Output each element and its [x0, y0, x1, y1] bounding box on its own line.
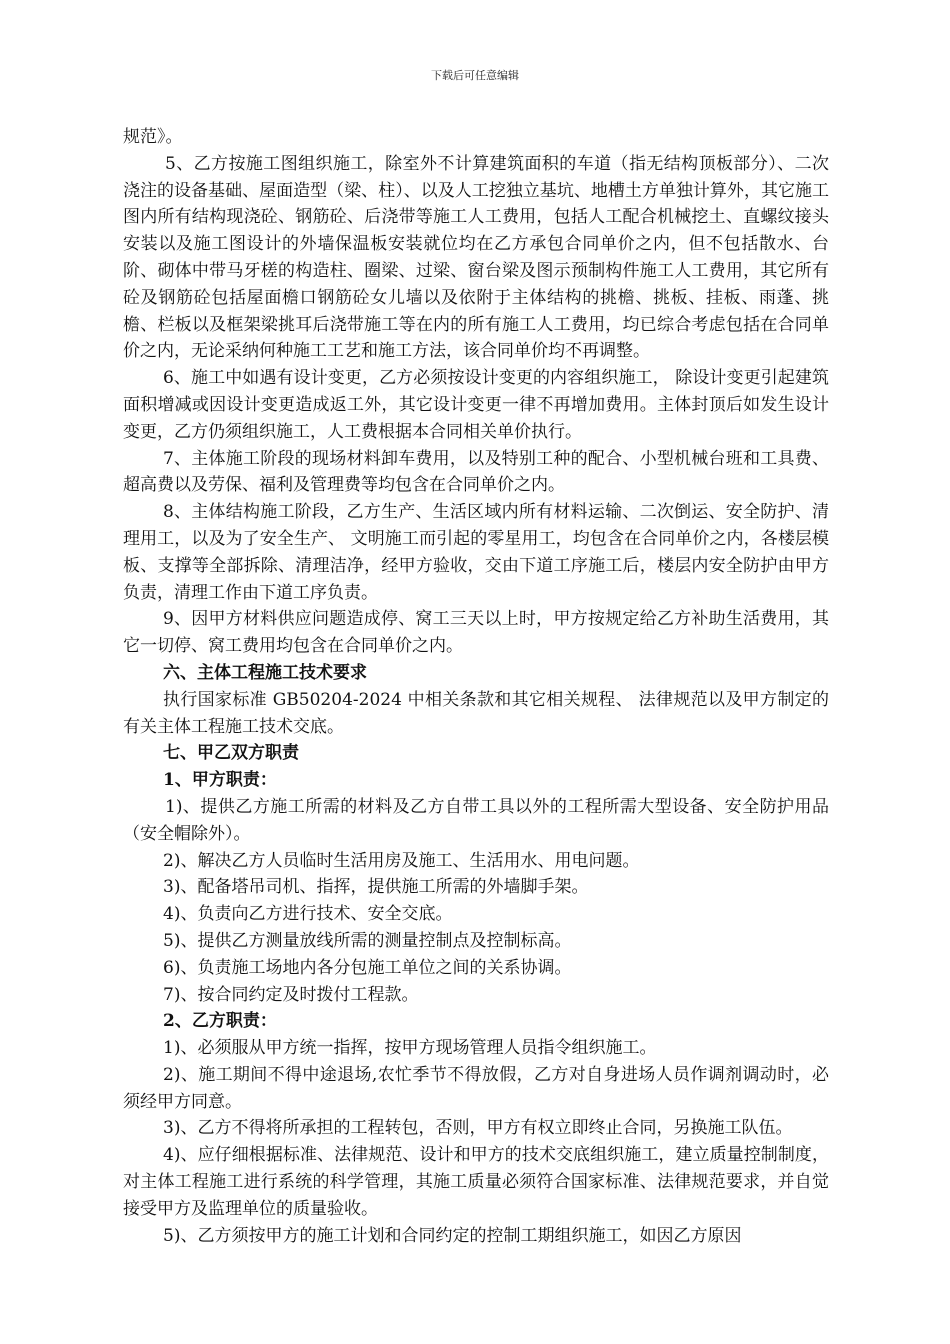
subsection-heading: 2、乙方职责：	[163, 1011, 277, 1032]
list-item: 5)、乙方须按甲方的施工计划和合同约定的控制工期组织施工，如因乙方原因	[163, 1225, 742, 1246]
list-item: 5)、提供乙方测量放线所需的测量控制点及控制标高。	[163, 930, 572, 951]
list-item: 6)、负责施工场地内各分包施工单位之间的关系协调。	[163, 957, 572, 978]
page-header: 下载后可任意编辑	[431, 69, 519, 82]
subsection-heading: 1、甲方职责：	[163, 770, 277, 791]
section-heading: 七、甲乙双方职责	[163, 743, 299, 764]
list-item: 2)、施工期间不得中途退场,农忙季节不得放假，乙方对自身进场人员作调剂调动时，必须经甲方同意。	[123, 1064, 829, 1112]
document-body	[123, 124, 829, 1249]
section-heading: 六、主体工程施工技术要求	[163, 662, 367, 683]
list-item: 4)、负责向乙方进行技术、安全交底。	[163, 904, 453, 925]
paragraph: 5、乙方按施工图组织施工，除室外不计算建筑面积的车道（指无结构顶板部分）、二次浇注的设备基础、屋面造型（梁、柱）、以及人工挖独立基坑、地槽土方单独计算外，其它施工图内所有结构现浇砼、钢筋砼、后浇带等施工人工费用，包括人工配合机械挖土、直螺纹接头安装以及施工图设计的外墙保温板安装就位均在乙方承包合同单价之内，但不包括散水、台阶、砌体中带马牙槎的构造柱、圈梁、过梁、窗台梁及图示预制构件施工人工费用，其它所有砼及钢筋砼包括屋面檐口钢筋砼女儿墙以及依附于主体结构的挑檐、挑板、挂板、雨蓬、挑檐、栏板以及框架梁挑耳后浇带施工等在内的所有施工人工费用，均已综合考虑包括在合同单价之内，无论采纳何种施工工艺和施工方法，该合同单价均不再调整。	[123, 153, 829, 362]
list-item: 3)、乙方不得将所承担的工程转包，否则，甲方有权立即终止合同，另换施工队伍。	[163, 1118, 793, 1139]
paragraph: 9、因甲方材料供应问题造成停、窝工三天以上时，甲方按规定给乙方补助生活费用，其它一切停、窝工费用均包含在合同单价之内。	[123, 609, 829, 657]
list-item: 1)、必须服从甲方统一指挥，按甲方现场管理人员指令组织施工。	[163, 1038, 657, 1059]
list-item: 4)、应仔细根据标准、法律规范、设计和甲方的技术交底组织施工，建立质量控制制度，对主体工程施工进行系统的科学管理，其施工质量必须符合国家标准、法律规范要求，并自觉接受甲方及监理单位的质量验收。	[123, 1145, 829, 1219]
paragraph: 规范》。	[123, 127, 183, 147]
list-item: 2)、解决乙方人员临时生活用房及施工、生活用水、用电问题。	[163, 850, 640, 871]
paragraph: 7、主体施工阶段的现场材料卸车费用，以及特别工种的配合、小型机械台班和工具费、超高费以及劳保、福利及管理费等均包含在合同单价之内。	[123, 448, 829, 496]
paragraph: 执行国家标准 GB50204-2024 中相关条款和其它相关规程、 法律规范以及甲方制定的有关主体工程施工技术交底。	[123, 689, 829, 737]
paragraph: 6、施工中如遇有设计变更，乙方必须按设计变更的内容组织施工， 除设计变更引起建筑面积增减或因设计变更造成返工外，其它设计变更一律不再增加费用。主体封顶后如发生设计变更，乙方仍须组织施工，人工费根据本合同相关单价执行。	[123, 368, 829, 442]
list-item: 3)、配备塔吊司机、指挥，提供施工所需的外墙脚手架。	[163, 877, 589, 898]
list-item: 1)、提供乙方施工所需的材料及乙方自带工具以外的工程所需大型设备、安全防护用品（安全帽除外）。	[123, 796, 829, 844]
paragraph: 8、主体结构施工阶段，乙方生产、生活区域内所有材料运输、二次倒运、安全防护、清理用工，以及为了安全生产、 文明施工而引起的零星用工，均包含在合同单价之内，各楼层模板、支撑等全部拆除、清理洁净，经甲方验收，交由下道工序施工后，楼层内安全防护由甲方负责，清理工作由下道工序负责。	[123, 502, 829, 603]
list-item: 7)、按合同约定及时拨付工程款。	[163, 984, 419, 1005]
